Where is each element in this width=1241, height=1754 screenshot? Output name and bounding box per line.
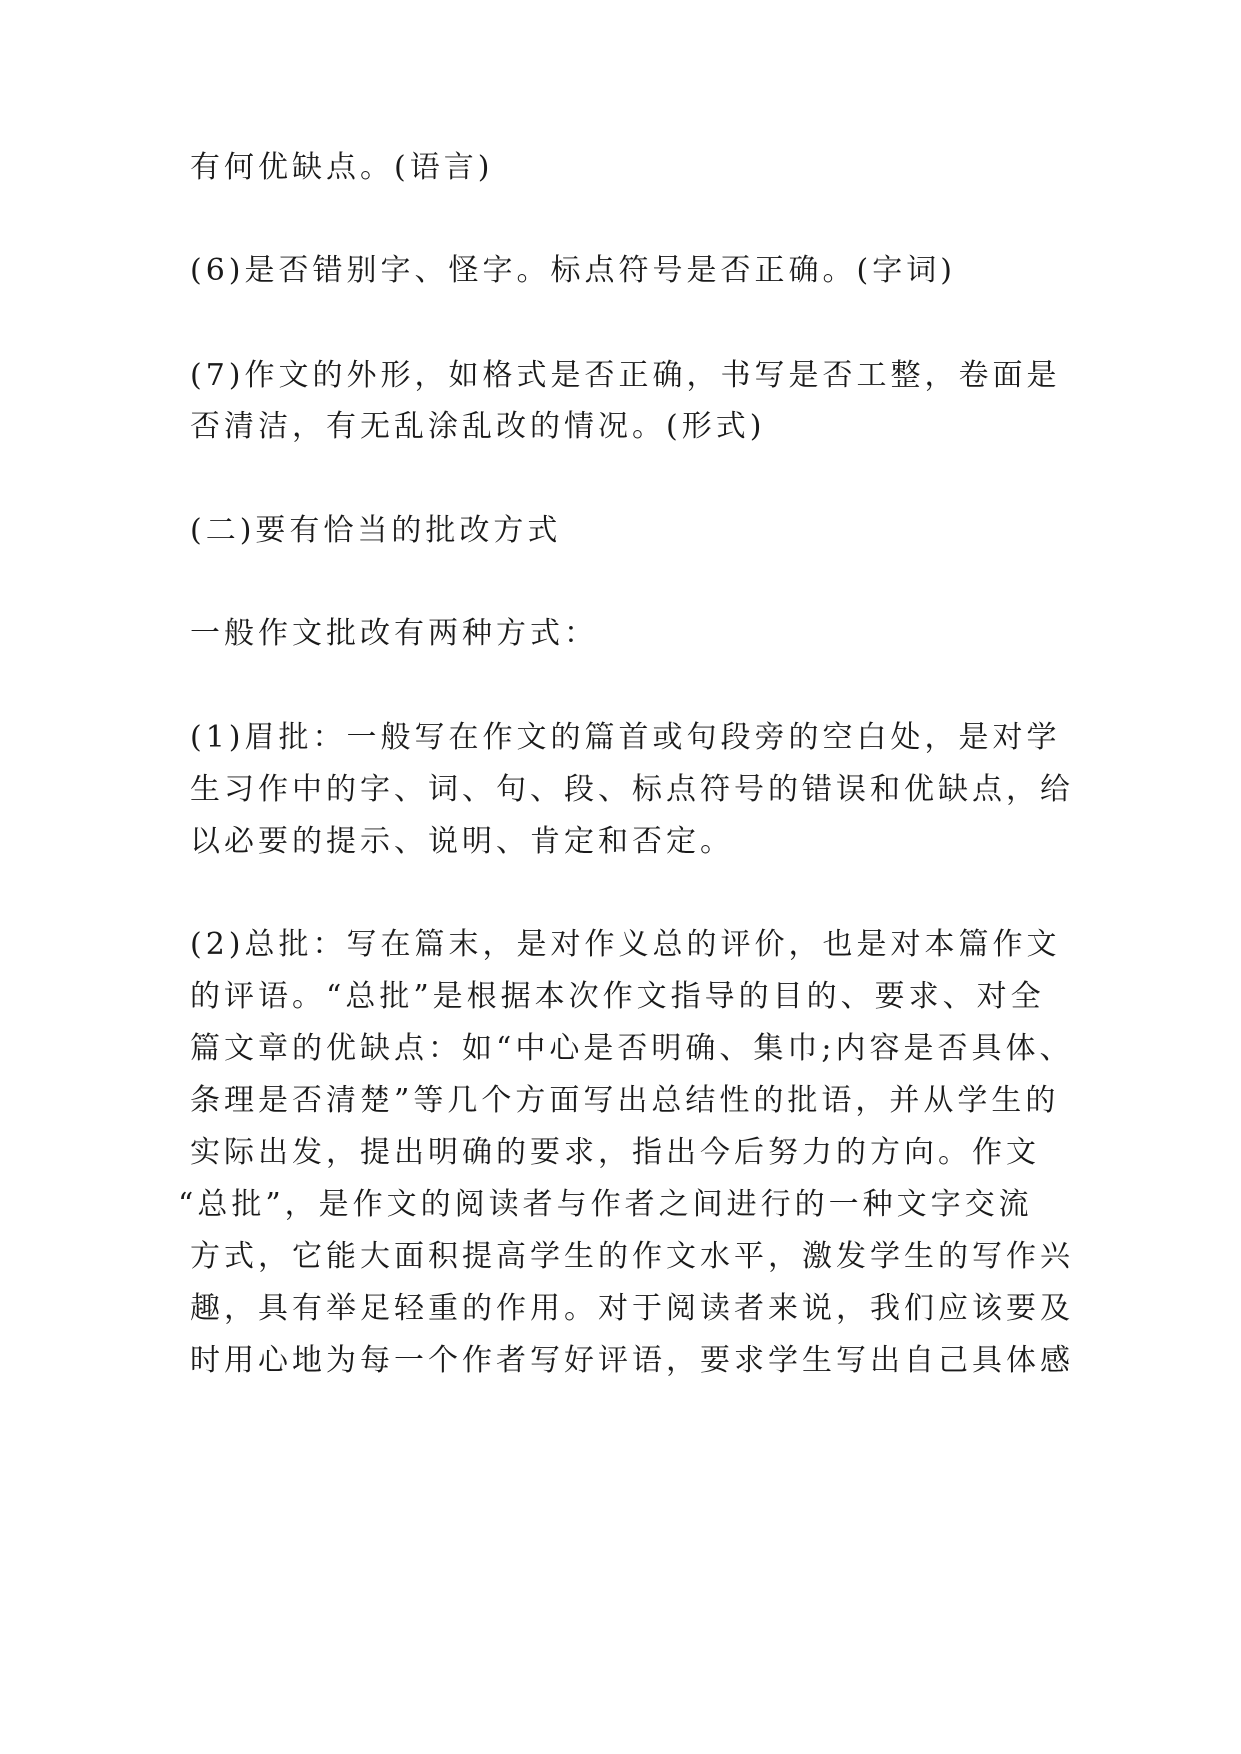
method-2-line-2: 的评语。“总批”是根据本次作文指导的目的、要求、对全 — [190, 979, 1045, 1014]
method-2-line-8: 趣，具有举足轻重的作用。对于阅读者来说，我们应该要及 — [190, 1291, 1074, 1326]
item-7-line-1: (7)作文的外形，如格式是否正确，书写是否工整，卷面是 — [190, 358, 1061, 393]
paragraph-line: 有何优缺点。(语言) — [190, 150, 494, 185]
method-2-line-3: 篇文章的优缺点：如“中心是否明确、集巾;内容是否具体、 — [190, 1031, 1074, 1066]
method-2-line-1: (2)总批：写在篇末，是对作义总的评价，也是对本篇作文 — [190, 927, 1061, 962]
method-2-line-4: 条理是否清楚”等几个方面写出总结性的批语，并从学生的 — [190, 1083, 1060, 1118]
methods-intro: 一般作文批改有两种方式： — [190, 616, 598, 651]
method-2-line-5: 实际出发，提出明确的要求，指出今后努力的方向。作文 — [190, 1135, 1040, 1170]
section-heading: (二)要有恰当的批改方式 — [190, 513, 562, 548]
method-2-line-6: “总批”，是作文的阅读者与作者之间进行的一种文字交流 — [178, 1187, 1033, 1222]
item-6: (6)是否错别字、怪字。标点符号是否正确。(字词) — [190, 253, 956, 288]
item-7-line-2: 否清洁，有无乱涂乱改的情况。(形式) — [190, 409, 766, 444]
method-2-line-7: 方式，它能大面积提高学生的作文水平，激发学生的写作兴 — [190, 1239, 1074, 1274]
method-1-line-2: 生习作中的字、词、句、段、标点符号的错误和优缺点，给 — [190, 772, 1074, 807]
method-1-line-1: (1)眉批：一般写在作文的篇首或句段旁的空白处，是对学 — [190, 720, 1061, 755]
method-2-line-9: 时用心地为每一个作者写好评语，要求学生写出自己具体感 — [190, 1343, 1074, 1378]
method-1-line-3: 以必要的提示、说明、肯定和否定。 — [190, 824, 734, 859]
